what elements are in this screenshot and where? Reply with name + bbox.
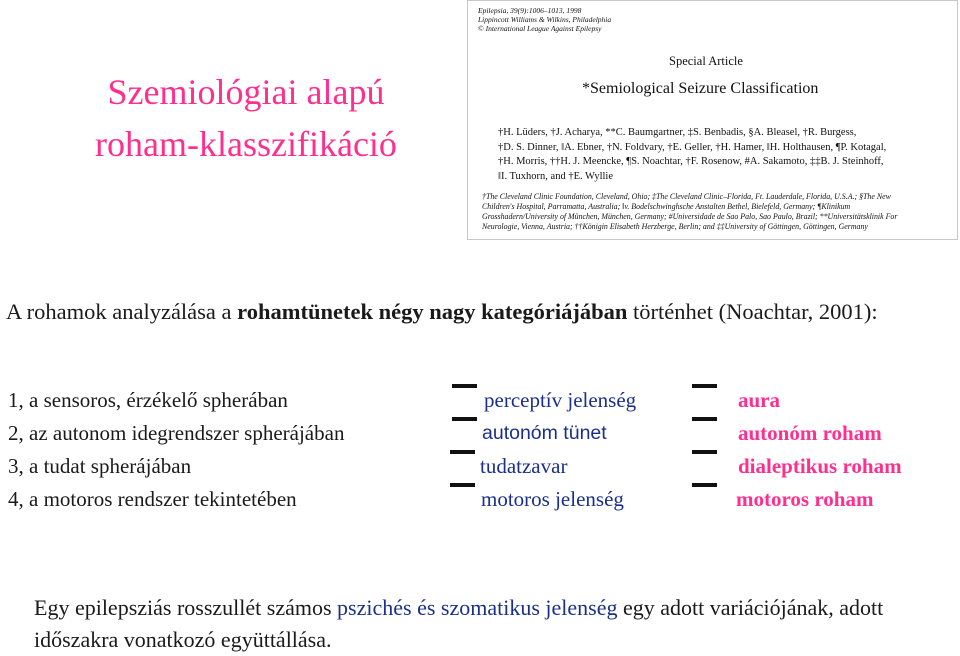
category-seizure: aura [738,388,780,412]
slide-title-line2: roham-klasszifikáció [95,124,397,164]
affiliation-line: Children's Hospital, Parramatta, Australia; ‖v. Bodelschwinghsche Anstalten Bethel, Bielefeld, Germany; ¶Klinikum [482,202,851,211]
journal-line: © International League Against Epilepsy [478,24,602,33]
dash-separator [452,384,477,388]
category-row [0,417,960,449]
summary-text-before: Egy epilepsziás rosszullét számos [34,595,338,620]
author-list [498,126,886,184]
author-line: †H. Morris, ††H. J. Meencke, ¶S. Noachtar, †F. Rosenow, #A. Sakamoto, ‡‡B. J. Steinhoff, [498,156,884,167]
affiliation-list [482,192,897,232]
category-row [0,384,960,416]
author-line: †D. S. Dinner, ‖A. Ebner, †N. Foldvary, †E. Geller, †H. Hamer, ‖H. Holthausen, ¶P. Kotagal, [498,141,887,153]
category-phenomenon: perceptív jelenség [484,388,637,412]
article-header-scan [467,0,958,240]
dash-separator [450,450,475,454]
category-seizure: motoros roham [736,487,874,511]
category-row [0,450,960,482]
category-domain: 3, a tudat spherájában [8,454,192,478]
summary-paragraph [34,592,934,656]
category-seizure: dialeptikus roham [738,454,902,478]
category-phenomenon: tudatzavar [480,454,568,478]
journal-line: Lippincott Williams & Wilkins, Philadelphia [478,15,612,24]
intro-paragraph [6,294,956,329]
dash-separator [692,417,717,421]
intro-text-before: A rohamok analyzálása a [6,299,238,324]
dash-separator [692,450,717,454]
article-title: *Semiological Seizure Classification [582,80,819,97]
category-domain: 2, az autonom idegrendszer spherájában [8,421,345,445]
author-line: ‖I. Tuxhorn, and †E. Wyllie [498,170,613,182]
intro-text-bold: rohamtünetek négy nagy kategóriájában [237,299,628,324]
dash-separator [692,384,717,388]
affiliation-line: †The Cleveland Clinic Foundation, Cleveland, Ohio; ‡The Cleveland Clinic–Florida, Ft. Lauderdale, Florida, U.S.A.; §The New [482,192,891,201]
category-domain: 1, a sensoros, érzékelő spherában [8,388,288,412]
summary-text-highlight: pszichés és szomatikus jelenség [337,595,618,620]
slide-title-line1: Szemiológiai alapú [107,72,385,112]
author-line: †H. Lüders, †J. Acharya, **C. Baumgartner, ‡S. Benbadis, §A. Bleasel, †R. Burgess, [498,127,857,138]
affiliation-line: Grosshadern/University of München, München, Germany; #Universidade de Sao Palo, Sao Paulo, Brazil; **Universitätsklinik For [482,212,898,221]
category-row [0,483,960,515]
summary-text-after: egy adott variációjának, adott időszakra vonatkozó együttállása. [34,595,884,652]
journal-citation [478,6,611,33]
category-phenomenon: autonóm tünet [482,422,607,444]
slide-title [46,66,446,170]
special-article-label: Special Article [669,54,743,68]
category-seizure: autonóm roham [738,421,882,445]
intro-text-after: történhet (Noachtar, 2001): [627,299,878,324]
dash-separator [692,483,717,487]
dash-separator [450,483,475,487]
affiliation-line: Neurologie, Vienna, Austria; ††Königin Elisabeth Herzberge, Berlin; and ‡‡University of Göttingen, Göttingen, Germany [482,222,868,231]
category-domain: 4, a motoros rendszer tekintetében [8,487,297,511]
dash-separator [452,417,477,421]
journal-line: Epilepsia, 39(9):1006–1013, 1998 [478,6,582,15]
category-phenomenon: motoros jelenség [481,487,624,511]
